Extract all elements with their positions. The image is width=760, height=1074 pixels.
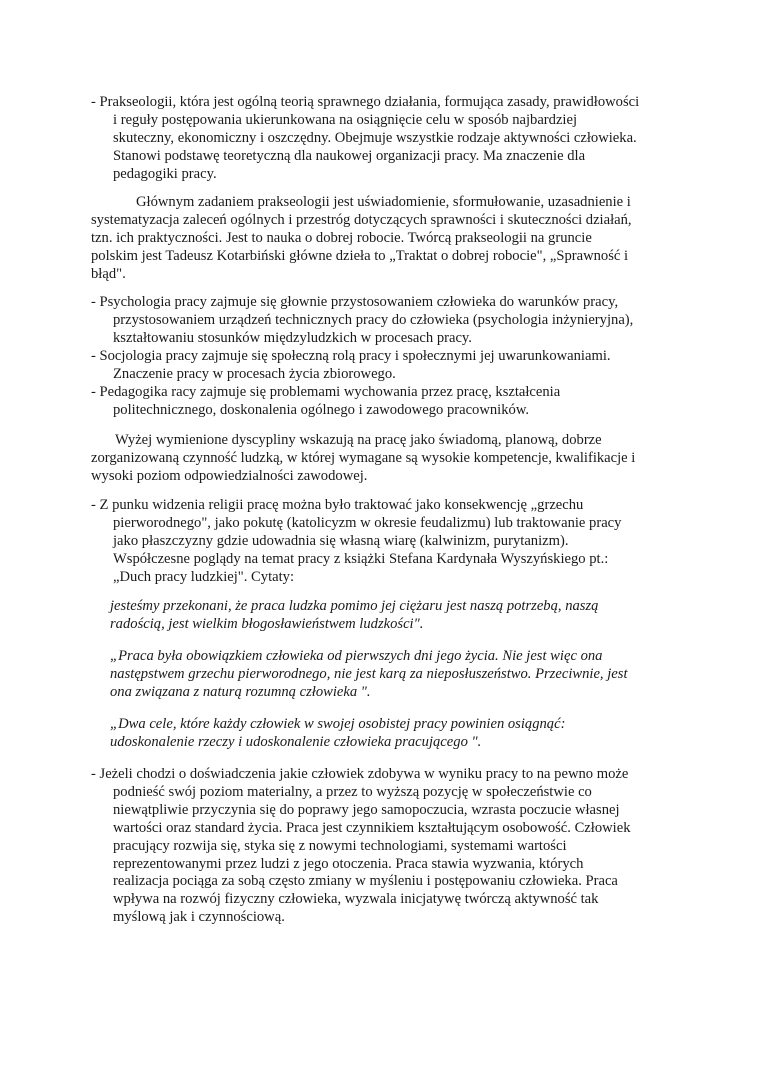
text-line: udoskonalenie rzeczy i udoskonalenie człowieka pracującego ". <box>110 733 482 750</box>
text-line: - Jeżeli chodzi o doświadczenia jakie człowiek zdobywa w wyniku pracy to na pewno może <box>91 766 629 782</box>
text-line: tzn. ich praktyczności. Jest to nauka o dobrej robocie. Twórcą prakseologii na gruncie <box>91 229 592 246</box>
text-line: - Psychologia pracy zajmuje się głownie przystosowaniem człowieka do warunków pracy, <box>91 294 619 310</box>
text-line: - Socjologia pracy zajmuje się społeczną rolą pracy i społecznymi jej uwarunkowaniami. <box>91 348 611 364</box>
text-line: błąd". <box>91 265 126 282</box>
text-line: wartości oraz standard życia. Praca jest czynnikiem kształtującym osobowość. Człowiek <box>113 819 631 836</box>
text-line: pracujący rozwija się, styka się z nowymi technologiami, systemami wartości <box>113 837 567 854</box>
text-line: systematyzacja zaleceń ogólnych i przestróg dotyczących sprawności i skuteczności działań, <box>91 211 632 228</box>
text-line: jako płaszczyzny gdzie udowadnia się własną wiarę (kalwinizm, purytanizm). <box>113 532 569 549</box>
paragraph-zadanie-prakseologii <box>91 194 632 284</box>
text-line: Głównym zadaniem prakseologii jest uświadomienie, sformułowanie, uzasadnienie i <box>136 194 631 210</box>
quote-1 <box>110 598 598 634</box>
text-line: przystosowaniem urządzeń technicznych pracy do człowieka (psychologia inżynieryjna), <box>113 311 634 328</box>
text-line: - Pedagogika racy zajmuje się problemami wychowania przez pracę, kształcenia <box>91 384 561 400</box>
text-line: „Dwa cele, które każdy człowiek w swojej osobistej pracy powinien osiągnąć: <box>110 716 566 732</box>
text-line: podnieść swój poziom materialny, a przez to wyższą pozycję w społeczeństwie co <box>113 783 592 800</box>
bullet-doswiadczenia <box>91 766 631 927</box>
bullet-socjologia <box>91 348 611 384</box>
text-line: Wyżej wymienione dyscypliny wskazują na pracę jako świadomą, planową, dobrze <box>115 432 602 448</box>
quote-3 <box>110 716 565 752</box>
text-line: „Duch pracy ludzkiej". Cytaty: <box>113 568 295 585</box>
text-line: pierworodnego", jako pokutę (katolicyzm w okresie feudalizmu) lub traktowanie pracy <box>113 514 622 531</box>
text-line: wpływa na rozwój fizyczny człowieka, wyzwala inicjatywę twórczą aktywność tak <box>113 891 599 908</box>
bullet-pedagogika <box>91 384 560 420</box>
text-line: jesteśmy przekonani, że praca ludzka pomimo jej ciężaru jest naszą potrzebą, naszą <box>110 598 599 614</box>
text-line: realizacja pociąga za sobą często zmiany w myśleniu i postępowaniu człowieka. Praca <box>113 873 618 890</box>
bullet-psychologia <box>91 294 633 348</box>
text-line: i reguły postępowania ukierunkowana na osiągnięcie celu w sposób najbardziej <box>113 111 578 128</box>
text-line: skuteczny, ekonomiczny i oszczędny. Obejmuje wszystkie rodzaje aktywności człowieka. <box>113 129 637 146</box>
text-line: kształtowaniu stosunków międzyludzkich w procesach pracy. <box>113 329 472 346</box>
text-line: politechnicznego, doskonalenia ogólnego i zawodowego pracowników. <box>113 401 530 418</box>
text-line: Współczesne poglądy na temat pracy z książki Stefana Kardynała Wyszyńskiego pt.: <box>113 550 609 567</box>
text-line: radością, jest wielkim błogosławieństwem ludzkości". <box>110 615 424 632</box>
text-line: Stanowi podstawę teoretyczną dla naukowej organizacji pracy. Ma znaczenie dla <box>113 147 586 164</box>
bullet-prakseologia <box>91 94 639 184</box>
text-line: polskim jest Tadeusz Kotarbiński główne dzieła to „Traktat o dobrej robocie", „Sprawność i <box>91 247 629 264</box>
text-line: - Prakseologii, która jest ogólną teorią sprawnego działania, formująca zasady, prawidłowości <box>91 94 640 110</box>
text-line: niewątpliwie przyczynia się do poprawy jego samopoczucia, wzrasta poczucie własnej <box>113 801 620 818</box>
paragraph-dyscypliny <box>91 432 635 486</box>
text-line: „Praca była obowiązkiem człowieka od pierwszych dni jego życia. Nie jest więc ona <box>110 648 603 664</box>
text-line: pedagogiki pracy. <box>113 165 217 182</box>
text-line: - Z punku widzenia religii pracę można było traktować jako konsekwencję „grzechu <box>91 497 584 513</box>
quote-2 <box>110 648 628 702</box>
text-line: następstwem grzechu pierworodnego, nie jest karą za nieposłuszeństwo. Przeciwnie, jest <box>110 665 628 682</box>
bullet-religia <box>91 497 621 587</box>
text-line: myślową jak i czynnościową. <box>113 909 285 926</box>
text-line: wysoki poziom odpowiedzialności zawodowej. <box>91 467 368 484</box>
text-line: ona związana z naturą rozumną człowieka ". <box>110 683 371 700</box>
text-line: Znaczenie pracy w procesach życia zbiorowego. <box>113 365 396 382</box>
text-line: reprezentowanymi przez ludzi z jego otoczenia. Praca stawia wyzwania, których <box>113 855 584 872</box>
text-line: zorganizowaną czynność ludzką, w której wymagane są wysokie kompetencje, kwalifikacje i <box>91 449 636 466</box>
